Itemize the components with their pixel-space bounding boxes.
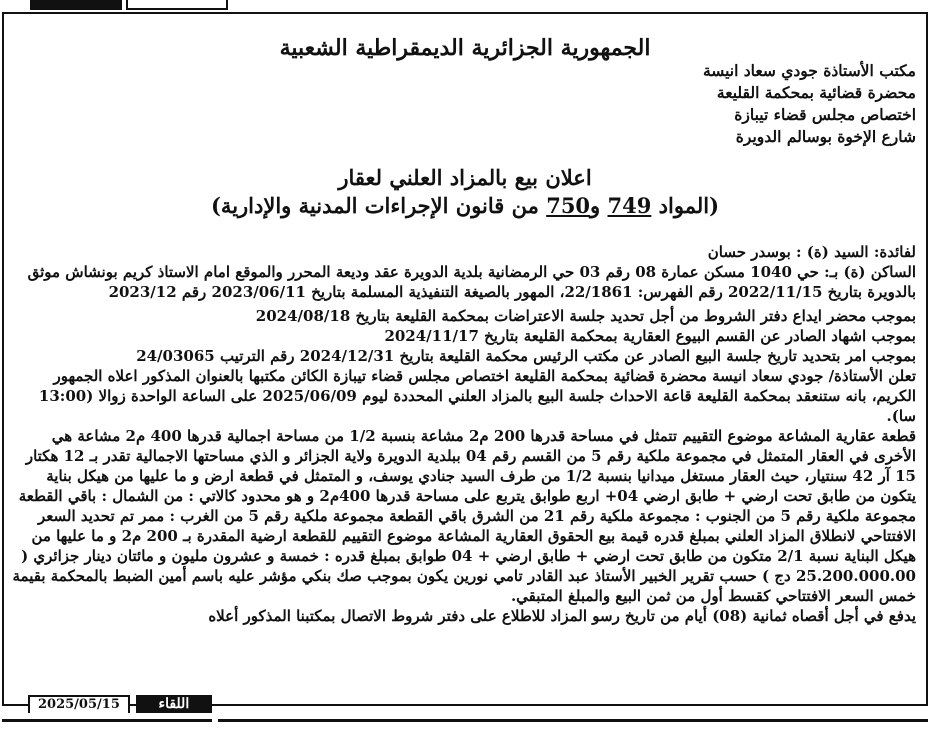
payment-paragraph: يدفع في أجل أقصاه ثمانية (08) أيام من تاريخ رسو المزاد للاطلاع على دفتر شروط الاتصال بمكتبنا المذكور أعلاه [208, 607, 916, 625]
bottom-divider-left [2, 719, 212, 722]
top-newspaper-tag [30, 0, 122, 10]
notice-body [12, 242, 916, 626]
footer-newspaper-label: اللقاء [136, 695, 212, 713]
office-address-block [516, 60, 916, 148]
order-paragraph: بموجب امر بتحديد تاريخ جلسة البيع الصادر عن مكتب الرئيس محكمة القليعة بتاريخ 2024/12/31 رقم الترتيب 24/03065 [136, 347, 916, 365]
headline-prefix: (المواد [651, 193, 719, 218]
bottom-divider-right [218, 719, 928, 722]
headline-conj: و [590, 193, 608, 218]
top-date-tag [126, 0, 228, 10]
article-750: 750 [546, 193, 591, 218]
residence-paragraph: الساكن (ة) بـ: حي 1040 مسكن عمارة 08 رقم 03 حي الرمضانية بلدية الدويرة عقد وديعة المحرر والموقع امام الاستاذ كريم بونشاش موثق بالدويرة بتاريخ 2022/11/15 رقم الفهرس: 22/1861، المهور بالصيغة التنفيذية المسلمة بتاريخ 2023/06/11 رقم 2023/12 [27, 263, 916, 301]
office-line: اختصاص مجلس قضاء تيبازة [734, 105, 916, 124]
footer-date: 2025/05/15 [28, 695, 130, 713]
office-line: شارع الإخوة بوسالم الدويرة [735, 127, 916, 146]
headline-line-1: اعلان بيع بالمزاد العلني لعقار [338, 165, 592, 190]
property-paragraph: قطعة عقارية المشاعة موضوع التقييم تتمثل في مساحة قدرها 200 م2 مشاعة بنسبة 1/2 من مساحة اجمالية قدرها 400 م2 مشاعة هي الأخرى في العقار المتمثل في مجموعة ملكية رقم 5 من القسم رقم 04 ببلدية الدويرة ولاية الجزائر و الذي مساحتها الاجمالية تقدر بـ 12 هكتار 15 آر 42 سنتيار، حيث العقار مستغل ميدانيا بنسبة 1/2 من طرف السيد جنادي يوسف، و المتمثل في قطعة ارض و ما عليها من هيكل بناية يتكون من طابق تحت ارضي + طابق ارضي 04+ اربع طوابق يتربع على مساحة قدرها 400م2 و هو محدود كالاتي : من الشمال : باقي القطعة مجموعة ملكية رقم 5 من الجنوب : مجموعة ملكية رقم 21 من الشرق باقي القطعة مجموعة ملكية رقم 5 من الغرب : ممر تم تحديد السعر الافتتاحي لانطلاق المزاد العلني بمبلغ قدره قيمة بيع الحقوق العقارية المشاعة موضوع التقييم للقطعة ارضية المقدرة بـ 200 م2 و ما عليها من هيكل البناية نسبة 2/1 متكون من طابق تحت ارضي + طابق ارضي + 04 طوابق بمبلغ قدره : خمسة و عشرون مليون و مائتان دينار جزائري ( 25.200.000.00 دج ) حسب تقرير الخبير الأستاذ عبد القادر تامي نورين يكون بموجب صك بنكي مؤشر عليه باسم أمين الضبط بالمحكمة بقيمة خمس السعر الافتتاحي كقسط أول من ثمن البيع والمبلغ المتبقي. [12, 427, 916, 605]
article-749: 749 [607, 193, 652, 218]
notice-frame [2, 12, 928, 706]
certification-paragraph: بموجب اشهاد الصادر عن القسم البيوع العقارية بمحكمة القليعة بتاريخ 2024/11/17 [384, 327, 916, 345]
office-line: مكتب الأستاذة جودي سعاد انيسة [702, 61, 916, 80]
beneficiary-line: لفائدة: السيد (ة) : بوسدر حسان [707, 243, 916, 261]
office-line: محضرة قضائية بمحكمة القليعة [716, 83, 916, 102]
top-header-tags [30, 0, 230, 10]
footer-tags [28, 695, 212, 713]
notice-headline [4, 164, 926, 220]
headline-line-2 [4, 192, 926, 220]
deposit-paragraph: بموجب محضر ايداع دفتر الشروط من أجل تحديد جلسة الاعتراضات بمحكمة القليعة بتاريخ 2024/08/18 [255, 307, 916, 325]
announcement-paragraph: تعلن الأستاذة/ جودي سعاد انيسة محضرة قضائية بمحكمة القليعة اختصاص مجلس قضاء تيبازة الكائن مكتبها بالعنوان المذكور اعلاه الجمهور الكريم، بانه ستنعقد بمحكمة القليعة قاعة الاحداث جلسة البيع بالمزاد العلني المحددة ليوم 2025/06/09 على الساعة الواحدة زوالا (13:00 سا). [38, 367, 916, 425]
headline-suffix: من قانون الإجراءات المدنية والإدارية) [211, 193, 547, 218]
page-title: الجمهورية الجزائرية الديمقراطية الشعبية [279, 35, 651, 61]
